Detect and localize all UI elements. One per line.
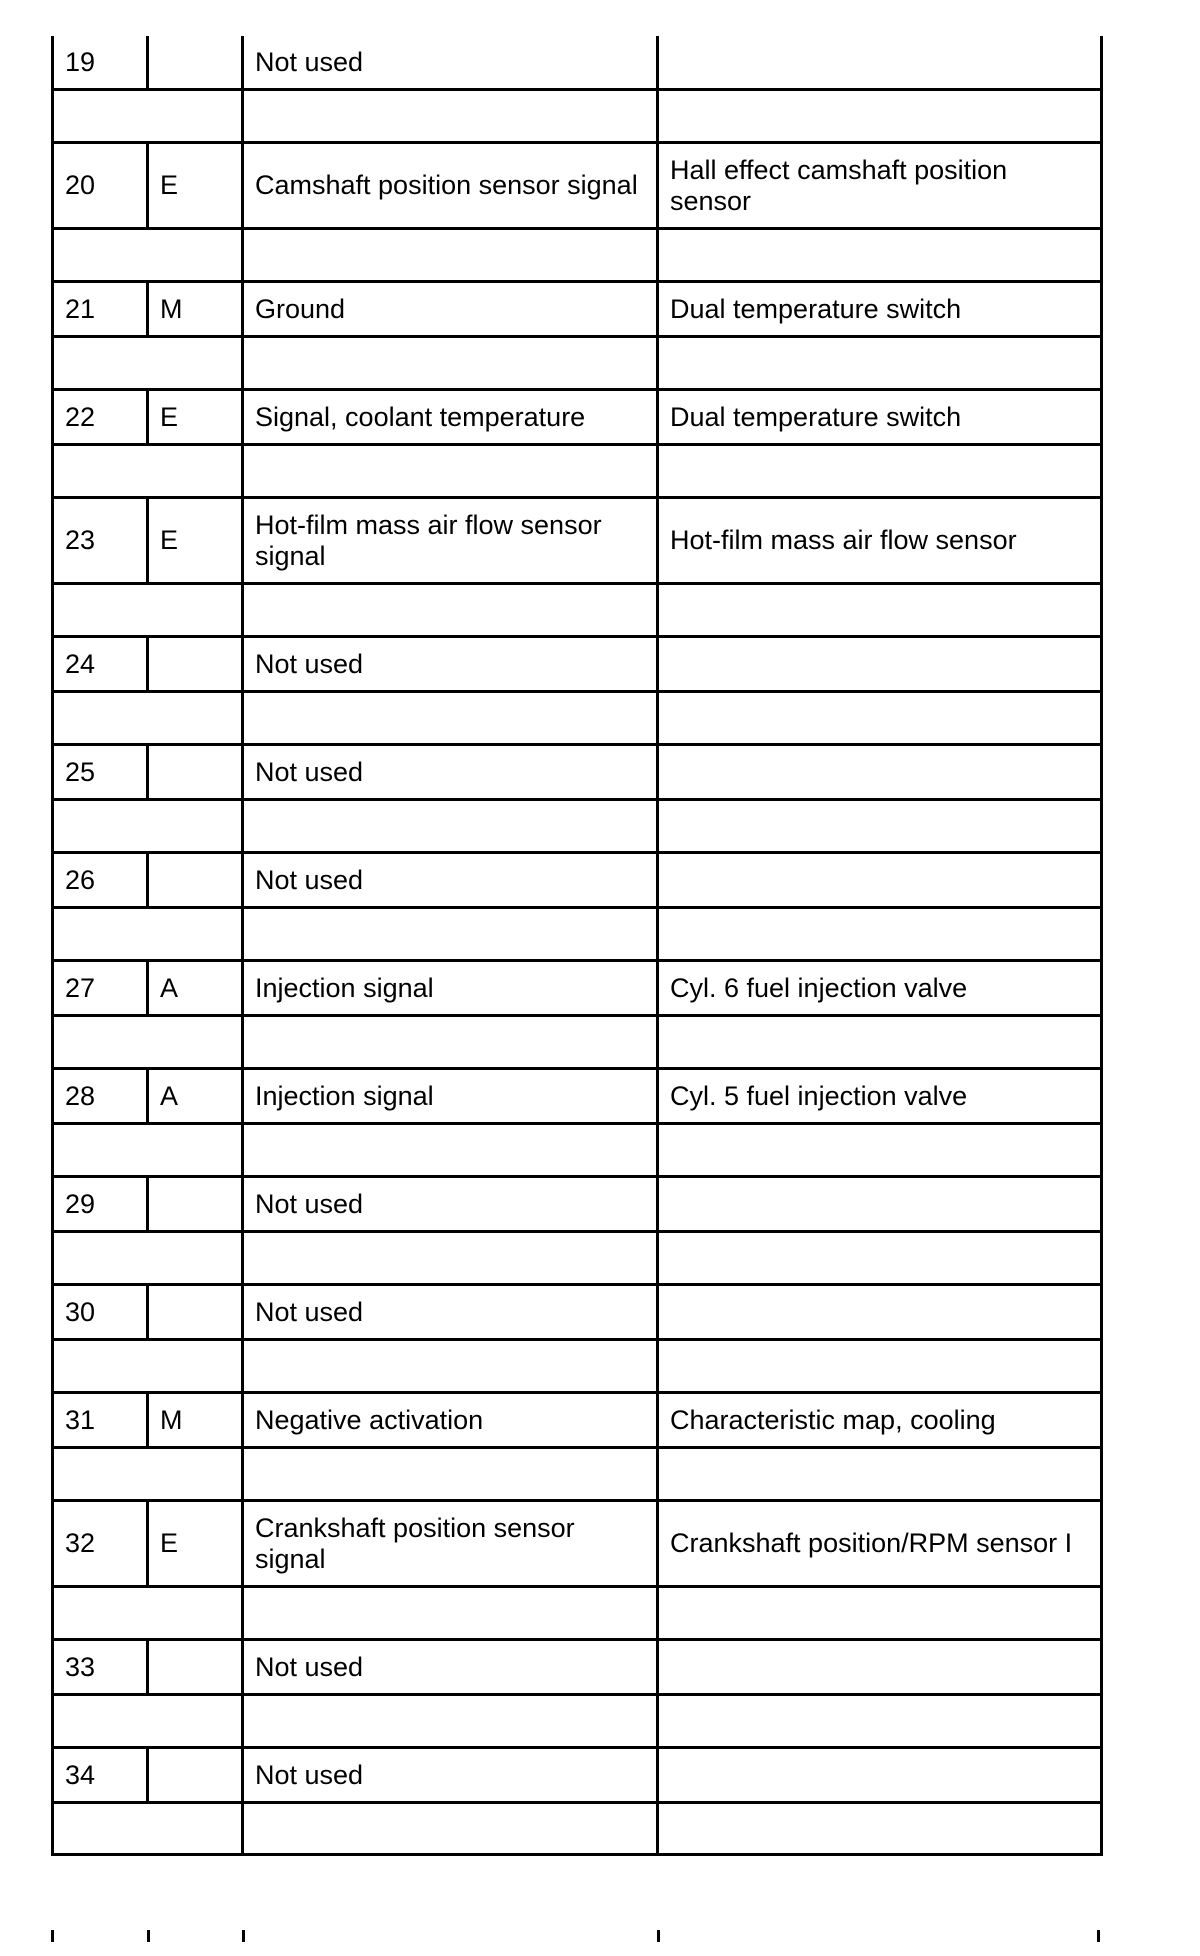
spacer-cell bbox=[243, 1803, 658, 1855]
component-cell bbox=[658, 1177, 1102, 1232]
spacer-cell bbox=[243, 1448, 658, 1501]
spacer-cell bbox=[53, 692, 243, 745]
table-row bbox=[53, 1640, 1102, 1695]
table-row bbox=[53, 498, 1102, 584]
pin-number-cell: 21 bbox=[53, 282, 148, 337]
pin-number-cell: 23 bbox=[53, 498, 148, 584]
spacer-cell bbox=[658, 1016, 1102, 1069]
spacer-cell bbox=[53, 337, 243, 390]
spacer-cell bbox=[658, 692, 1102, 745]
spacer-cell bbox=[53, 1803, 243, 1855]
table-row bbox=[53, 745, 1102, 800]
spacer-row bbox=[53, 1448, 1102, 1501]
signal-type-cell bbox=[148, 745, 243, 800]
spacer-cell bbox=[658, 1232, 1102, 1285]
signal-type-cell: E bbox=[148, 1501, 243, 1587]
spacer-row bbox=[53, 229, 1102, 282]
component-cell bbox=[658, 637, 1102, 692]
spacer-cell bbox=[658, 337, 1102, 390]
spacer-cell bbox=[243, 1587, 658, 1640]
spacer-row bbox=[53, 1695, 1102, 1748]
column-divider bbox=[657, 1930, 660, 1942]
component-cell bbox=[658, 36, 1102, 90]
signal-type-cell bbox=[148, 637, 243, 692]
spacer-cell bbox=[658, 1448, 1102, 1501]
spacer-row bbox=[53, 908, 1102, 961]
component-cell bbox=[658, 1285, 1102, 1340]
signal-type-cell bbox=[148, 1285, 243, 1340]
component-cell: Cyl. 5 fuel injection valve bbox=[658, 1069, 1102, 1124]
spacer-cell bbox=[53, 1448, 243, 1501]
component-cell bbox=[658, 1748, 1102, 1803]
spacer-cell bbox=[243, 584, 658, 637]
spacer-cell bbox=[243, 1232, 658, 1285]
component-cell: Dual temperature switch bbox=[658, 390, 1102, 445]
spacer-cell bbox=[658, 229, 1102, 282]
component-cell: Dual temperature switch bbox=[658, 282, 1102, 337]
description-cell: Injection signal bbox=[243, 961, 658, 1016]
pin-number-cell: 29 bbox=[53, 1177, 148, 1232]
spacer-cell bbox=[53, 908, 243, 961]
spacer-row bbox=[53, 445, 1102, 498]
spacer-cell bbox=[658, 445, 1102, 498]
signal-type-cell: M bbox=[148, 1393, 243, 1448]
component-cell: Crankshaft position/RPM sensor I bbox=[658, 1501, 1102, 1587]
spacer-cell bbox=[53, 1340, 243, 1393]
pin-number-cell: 25 bbox=[53, 745, 148, 800]
spacer-cell bbox=[658, 90, 1102, 143]
spacer-cell bbox=[658, 1124, 1102, 1177]
spacer-cell bbox=[243, 908, 658, 961]
pin-number-cell: 26 bbox=[53, 853, 148, 908]
spacer-cell bbox=[658, 800, 1102, 853]
table-row bbox=[53, 853, 1102, 908]
next-row-fragment bbox=[51, 1930, 1100, 1942]
description-cell: Not used bbox=[243, 1640, 658, 1695]
spacer-cell bbox=[658, 1803, 1102, 1855]
pin-assignment-table bbox=[51, 36, 1103, 1856]
spacer-cell bbox=[243, 229, 658, 282]
description-cell: Crankshaft position sensor signal bbox=[243, 1501, 658, 1587]
spacer-row bbox=[53, 1124, 1102, 1177]
spacer-cell bbox=[243, 692, 658, 745]
component-cell bbox=[658, 1640, 1102, 1695]
spacer-row bbox=[53, 1803, 1102, 1855]
pin-number-cell: 30 bbox=[53, 1285, 148, 1340]
signal-type-cell bbox=[148, 1640, 243, 1695]
pin-number-cell: 22 bbox=[53, 390, 148, 445]
signal-type-cell: M bbox=[148, 282, 243, 337]
description-cell: Not used bbox=[243, 1177, 658, 1232]
spacer-row bbox=[53, 800, 1102, 853]
description-cell: Camshaft position sensor signal bbox=[243, 143, 658, 229]
spacer-cell bbox=[53, 584, 243, 637]
spacer-cell bbox=[243, 90, 658, 143]
spacer-cell bbox=[243, 1124, 658, 1177]
spacer-cell bbox=[243, 800, 658, 853]
signal-type-cell: E bbox=[148, 390, 243, 445]
table-row bbox=[53, 637, 1102, 692]
description-cell: Not used bbox=[243, 745, 658, 800]
spacer-cell bbox=[53, 229, 243, 282]
component-cell bbox=[658, 853, 1102, 908]
spacer-cell bbox=[243, 1340, 658, 1393]
column-divider bbox=[147, 1930, 150, 1942]
table-row bbox=[53, 282, 1102, 337]
spacer-row bbox=[53, 1340, 1102, 1393]
description-cell: Not used bbox=[243, 1285, 658, 1340]
description-cell: Not used bbox=[243, 637, 658, 692]
signal-type-cell bbox=[148, 1748, 243, 1803]
spacer-cell bbox=[53, 1695, 243, 1748]
description-cell: Ground bbox=[243, 282, 658, 337]
component-cell: Characteristic map, cooling bbox=[658, 1393, 1102, 1448]
pin-number-cell: 28 bbox=[53, 1069, 148, 1124]
pin-number-cell: 19 bbox=[53, 36, 148, 90]
spacer-row bbox=[53, 692, 1102, 745]
spacer-cell bbox=[658, 1587, 1102, 1640]
signal-type-cell: A bbox=[148, 961, 243, 1016]
spacer-cell bbox=[658, 584, 1102, 637]
description-cell: Signal, coolant temperature bbox=[243, 390, 658, 445]
spacer-row bbox=[53, 337, 1102, 390]
spacer-row bbox=[53, 1232, 1102, 1285]
signal-type-cell bbox=[148, 1177, 243, 1232]
table-row bbox=[53, 1069, 1102, 1124]
spacer-cell bbox=[53, 90, 243, 143]
signal-type-cell: A bbox=[148, 1069, 243, 1124]
description-cell: Injection signal bbox=[243, 1069, 658, 1124]
pin-number-cell: 20 bbox=[53, 143, 148, 229]
pin-number-cell: 32 bbox=[53, 1501, 148, 1587]
pin-number-cell: 27 bbox=[53, 961, 148, 1016]
spacer-cell bbox=[658, 1340, 1102, 1393]
spacer-row bbox=[53, 1587, 1102, 1640]
spacer-cell bbox=[243, 337, 658, 390]
pin-number-cell: 31 bbox=[53, 1393, 148, 1448]
signal-type-cell: E bbox=[148, 498, 243, 584]
spacer-cell bbox=[53, 800, 243, 853]
pin-number-cell: 24 bbox=[53, 637, 148, 692]
component-cell: Hot-film mass air flow sensor bbox=[658, 498, 1102, 584]
description-cell: Not used bbox=[243, 1748, 658, 1803]
signal-type-cell bbox=[148, 36, 243, 90]
signal-type-cell: E bbox=[148, 143, 243, 229]
spacer-cell bbox=[658, 1695, 1102, 1748]
table-row bbox=[53, 1748, 1102, 1803]
table-row bbox=[53, 36, 1102, 90]
table-row bbox=[53, 1501, 1102, 1587]
table-row bbox=[53, 1285, 1102, 1340]
spacer-cell bbox=[243, 445, 658, 498]
description-cell: Hot-film mass air flow sensor signal bbox=[243, 498, 658, 584]
column-divider bbox=[242, 1930, 245, 1942]
spacer-cell bbox=[243, 1016, 658, 1069]
pin-number-cell: 33 bbox=[53, 1640, 148, 1695]
component-cell bbox=[658, 745, 1102, 800]
table-row bbox=[53, 143, 1102, 229]
description-cell: Not used bbox=[243, 36, 658, 90]
spacer-cell bbox=[53, 1587, 243, 1640]
pin-number-cell: 34 bbox=[53, 1748, 148, 1803]
table-row bbox=[53, 390, 1102, 445]
table-row bbox=[53, 1393, 1102, 1448]
table-row bbox=[53, 961, 1102, 1016]
spacer-cell bbox=[53, 1016, 243, 1069]
signal-type-cell bbox=[148, 853, 243, 908]
spacer-row bbox=[53, 90, 1102, 143]
description-cell: Negative activation bbox=[243, 1393, 658, 1448]
spacer-cell bbox=[658, 908, 1102, 961]
component-cell: Hall effect camshaft position sensor bbox=[658, 143, 1102, 229]
spacer-cell bbox=[53, 445, 243, 498]
spacer-cell bbox=[53, 1232, 243, 1285]
description-cell: Not used bbox=[243, 853, 658, 908]
spacer-row bbox=[53, 1016, 1102, 1069]
table-row bbox=[53, 1177, 1102, 1232]
spacer-cell bbox=[243, 1695, 658, 1748]
component-cell: Cyl. 6 fuel injection valve bbox=[658, 961, 1102, 1016]
spacer-cell bbox=[53, 1124, 243, 1177]
spacer-row bbox=[53, 584, 1102, 637]
